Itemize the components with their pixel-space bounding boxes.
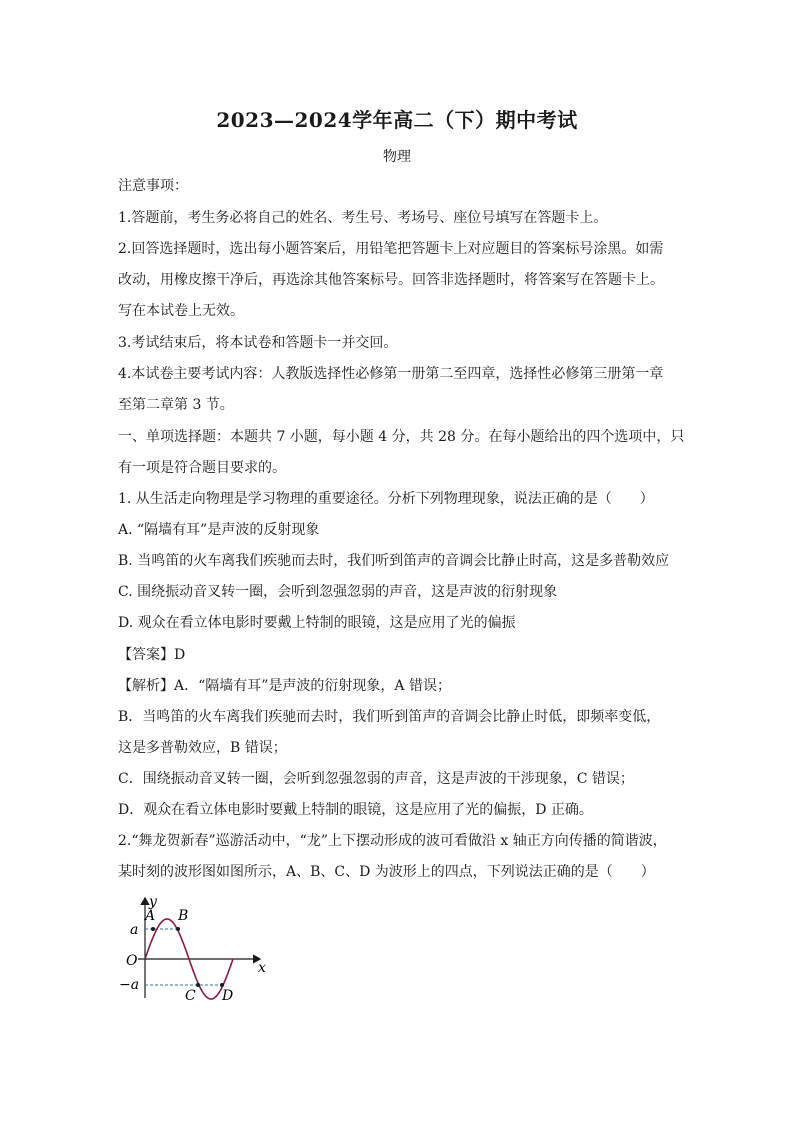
notice-line: 3.考试结束后，将本试卷和答题卡一并交回。 bbox=[118, 335, 398, 351]
question-1-option-a: A. “隔墙有耳”是声波的反射现象 bbox=[118, 522, 320, 538]
notice-line: 改动，用橡皮擦干净后，再选涂其他答案标号。回答非选择题时，将答案写在答题卡上。 bbox=[118, 272, 664, 288]
notice-line: 写在本试卷上无效。 bbox=[118, 303, 244, 319]
point-d-dot bbox=[220, 983, 224, 987]
point-d-label: D bbox=[222, 988, 234, 1004]
question-1-analysis: 这是多普勒效应，B 错误； bbox=[118, 740, 287, 756]
point-a-label: A bbox=[145, 908, 156, 924]
section-heading: 一、单项选择题：本题共 7 小题，每小题 4 分，共 28 分。在每小题给出的四个选项中，只 bbox=[118, 429, 685, 445]
question-1-stem: 1. 从生活走向物理是学习物理的重要途径。分析下列物理现象，说法正确的是（ ） bbox=[118, 491, 654, 507]
question-2-stem: 某时刻的波形图如图所示，A、B、C、D 为波形上的四点，下列说法正确的是（ ） bbox=[118, 864, 655, 880]
question-1-analysis: 【解析】A．“隔墙有耳”是声波的衍射现象，A 错误； bbox=[118, 678, 451, 694]
question-1-analysis: D．观众在看立体电影时要戴上特制的眼镜，这是应用了光的偏振，D 正确。 bbox=[118, 802, 593, 818]
subject-label: 物理 bbox=[383, 149, 411, 165]
notice-heading: 注意事项： bbox=[118, 178, 188, 194]
pos-a-label: a bbox=[130, 922, 139, 938]
question-1-option-d: D. 观众在看立体电影时要戴上特制的眼镜，这是应用了光的偏振 bbox=[118, 615, 516, 631]
point-b-label: B bbox=[178, 908, 189, 924]
x-axis-label: x bbox=[258, 960, 266, 976]
point-c-dot bbox=[196, 983, 200, 987]
origin-label: O bbox=[126, 953, 138, 969]
notice-line: 4.本试卷主要考试内容：人教版选择性必修第一册第二至四章，选择性必修第三册第一章 bbox=[118, 366, 664, 382]
question-1-analysis: B．当鸣笛的火车离我们疾驰而去时，我们听到笛声的音调会比静止时低，即频率变低， bbox=[118, 709, 661, 725]
question-1-answer: 【答案】D bbox=[118, 647, 186, 663]
point-b-dot bbox=[176, 927, 180, 931]
point-c-label: C bbox=[185, 988, 196, 1004]
neg-a-label: −a bbox=[119, 977, 140, 993]
section-heading: 有一项是符合题目要求的。 bbox=[118, 460, 286, 476]
point-a-dot bbox=[151, 927, 155, 931]
page-title: 2023—2024学年高二（下）期中考试 bbox=[216, 108, 578, 132]
notice-line: 1.答题前，考生务必将自己的姓名、考生号、考场号、座位号填写在答题卡上。 bbox=[118, 210, 608, 226]
wave-figure bbox=[118, 890, 278, 1005]
notice-line: 2.回答选择题时，选出每小题答案后，用铅笔把答题卡上对应题目的答案标号涂黑。如需 bbox=[118, 241, 664, 257]
y-axis-label: y bbox=[149, 894, 157, 910]
question-1-option-c: C. 围绕振动音叉转一圈，会听到忽强忽弱的声音，这是声波的衍射现象 bbox=[118, 584, 558, 600]
question-1-option-b: B. 当鸣笛的火车离我们疾驰而去时，我们听到笛声的音调会比静止时高，这是多普勒效应 bbox=[118, 553, 670, 569]
notice-line: 至第二章第 3 节。 bbox=[118, 397, 234, 413]
question-2-stem: 2.“舞龙贺新春”巡游活动中，“龙”上下摆动形成的波可看做沿 x 轴正方向传播的简谐波， bbox=[118, 833, 667, 849]
question-1-analysis: C．围绕振动音叉转一圈，会听到忽强忽弱的声音，这是声波的干涉现象，C 错误； bbox=[118, 771, 634, 787]
